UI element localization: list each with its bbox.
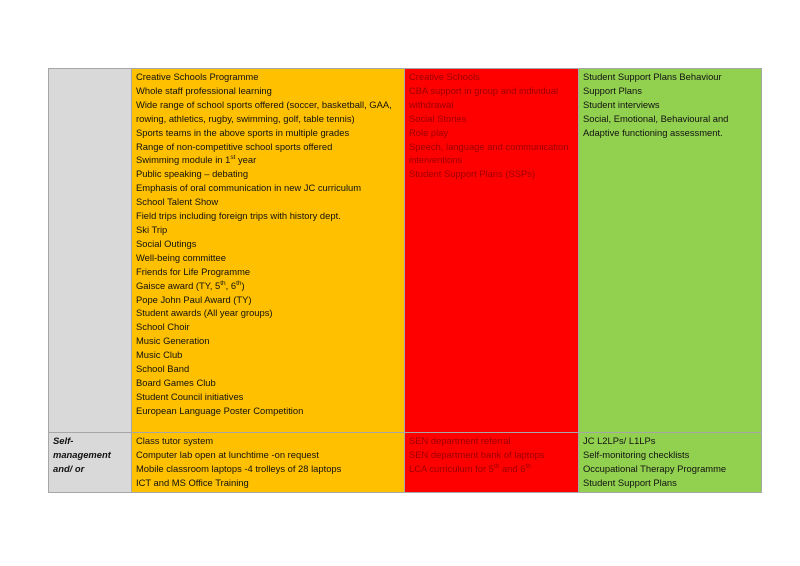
school-support-cell bbox=[405, 69, 579, 433]
list-item: Computer lab open at lunchtime -on request bbox=[136, 448, 319, 460]
list-item: Wide range of school sports offered (soccer, basketball, GAA, rowing, athletics, rugby, swimming, golf, table tennis) bbox=[136, 98, 392, 124]
list-item: Role play bbox=[409, 126, 449, 138]
row-header-label: Self-management and/ or bbox=[53, 435, 111, 474]
list-item: Student Council initiatives bbox=[136, 390, 244, 402]
list-item: Self-monitoring checklists bbox=[583, 448, 690, 460]
list-item: Gaisce award (TY, 5th, 6th) bbox=[136, 279, 245, 291]
list-item: Speech, language and communication interventions bbox=[409, 140, 569, 166]
list-item: School Band bbox=[136, 363, 190, 375]
list-item: SEN department bank of laptops bbox=[409, 448, 545, 460]
list-item: Public speaking – debating bbox=[136, 168, 249, 180]
row-header-cell bbox=[49, 433, 132, 493]
list-item: Student Support Plans Behaviour Support Plans bbox=[583, 71, 722, 96]
table-row bbox=[49, 69, 762, 433]
list-item: LCA curriculum for 5th and 6th bbox=[409, 462, 531, 474]
school-support-plus-cell bbox=[579, 433, 762, 493]
list-item: Creative Schools Programme bbox=[136, 71, 259, 82]
list-item: School Choir bbox=[136, 321, 190, 333]
list-item: Friends for Life Programme bbox=[136, 265, 251, 277]
list-item: School Talent Show bbox=[136, 196, 219, 208]
whole-school-cell bbox=[132, 433, 405, 493]
list-item: Music Generation bbox=[136, 335, 210, 347]
list-item: Music Club bbox=[136, 349, 183, 361]
list-item: Emphasis of oral communication in new JC curriculum bbox=[136, 182, 362, 194]
list-item: Swimming module in 1st year bbox=[136, 154, 257, 166]
list-item: Field trips including foreign trips with history dept. bbox=[136, 210, 341, 222]
list-item: Range of non-competitive school sports offered bbox=[136, 140, 333, 152]
list-item: Student interviews bbox=[583, 98, 660, 110]
list-item: Well-being committee bbox=[136, 251, 226, 263]
list-item: European Language Poster Competition bbox=[136, 404, 304, 416]
list-item: Creative Schools bbox=[409, 71, 480, 82]
list-item: Pope John Paul Award (TY) bbox=[136, 293, 252, 305]
school-support-cell bbox=[405, 433, 579, 493]
list-item: Mobile classroom laptops -4 trolleys of 28 laptops bbox=[136, 462, 342, 474]
row-header-cell bbox=[49, 69, 132, 433]
school-support-plus-cell bbox=[579, 69, 762, 433]
list-item: Occupational Therapy Programme bbox=[583, 462, 727, 474]
list-item: CBA support in group and individual withdrawal bbox=[409, 84, 559, 110]
list-item: Student Support Plans (SSPs) bbox=[409, 168, 536, 180]
list-item: JC L2LPs/ L1LPs bbox=[583, 435, 656, 446]
table-row bbox=[49, 433, 762, 493]
list-item: Social Outings bbox=[136, 237, 197, 249]
list-item: Sports teams in the above sports in multiple grades bbox=[136, 126, 350, 138]
list-item: Social, Emotional, Behavioural and Adaptive functioning assessment. bbox=[583, 112, 729, 138]
whole-school-cell bbox=[132, 69, 405, 433]
list-item: Class tutor system bbox=[136, 435, 214, 446]
list-item: ICT and MS Office Training bbox=[136, 476, 249, 488]
list-item: Whole staff professional learning bbox=[136, 84, 272, 96]
support-table bbox=[48, 68, 762, 493]
list-item: Student Support Plans bbox=[583, 476, 677, 488]
list-item: Board Games Club bbox=[136, 376, 216, 388]
list-item: Ski Trip bbox=[136, 223, 168, 235]
list-item: SEN department referral bbox=[409, 435, 511, 446]
list-item: Student awards (All year groups) bbox=[136, 307, 273, 319]
list-item: Social Stories bbox=[409, 112, 467, 124]
